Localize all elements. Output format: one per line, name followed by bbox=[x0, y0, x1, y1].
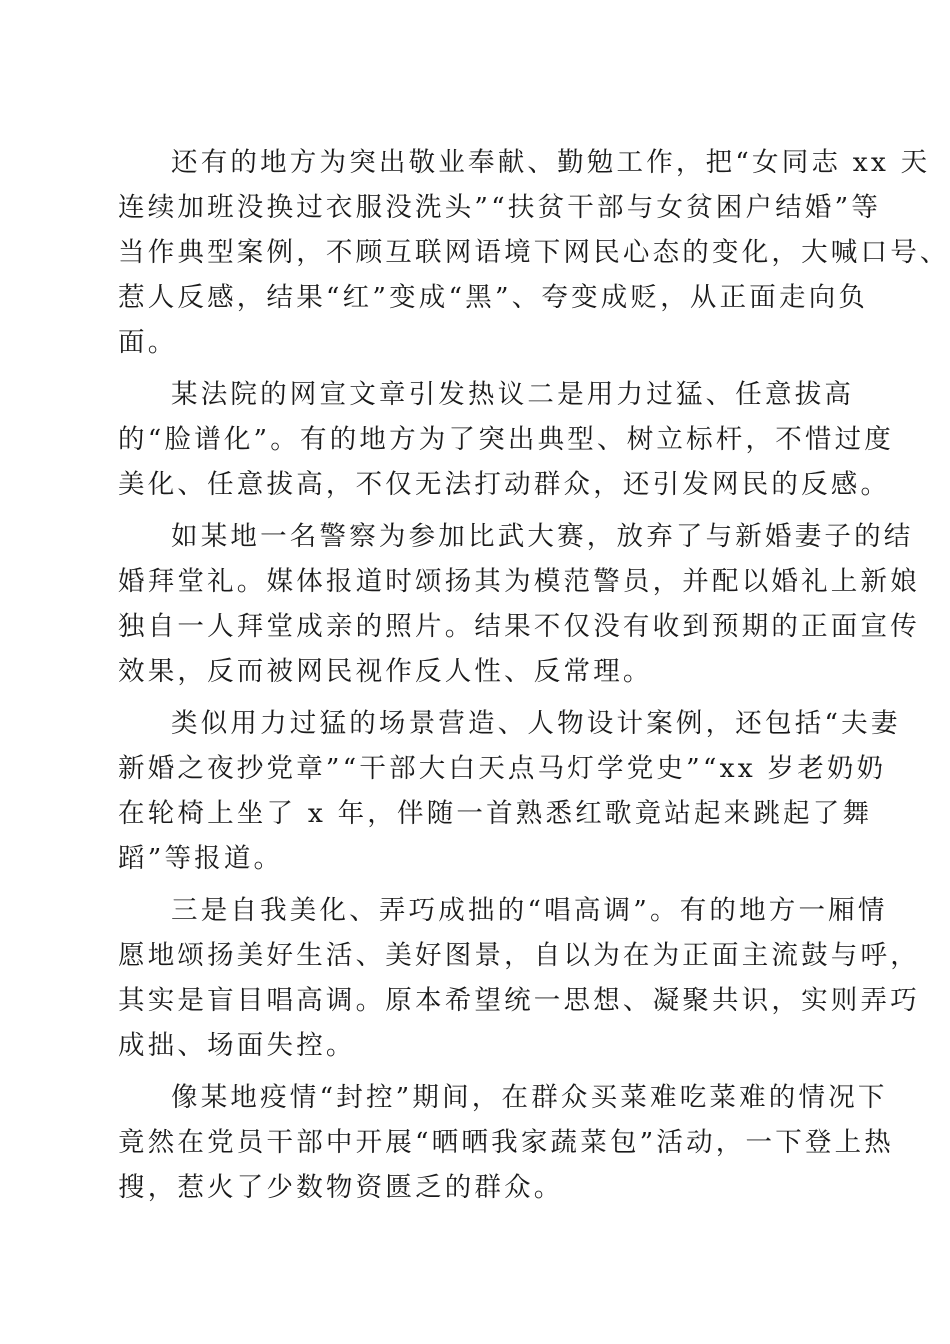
paragraph-line: 新婚之夜抄党章”“干部大白天点马灯学党史”“xx 岁老奶奶 bbox=[118, 753, 887, 784]
paragraph-line: 面。 bbox=[118, 327, 178, 358]
paragraph-1 bbox=[118, 140, 950, 365]
paragraph-4 bbox=[118, 701, 901, 881]
paragraph-line: 三是自我美化、弄巧成拙的“唱高调”。有的地方一厢情 bbox=[171, 895, 888, 926]
paragraph-line: 成拙、场面失控。 bbox=[118, 1030, 356, 1061]
paragraph-5 bbox=[118, 888, 920, 1068]
paragraph-2 bbox=[118, 372, 894, 507]
paragraph-line: 其实是盲目唱高调。原本希望统一思想、凝聚共识，实则弄巧 bbox=[118, 985, 920, 1016]
paragraph-line: 的“脸谱化”。有的地方为了突出典型、树立标杆，不惜过度 bbox=[118, 424, 894, 455]
paragraph-line: 如某地一名警察为参加比武大赛，放弃了与新婚妻子的结 bbox=[171, 521, 914, 552]
paragraph-line: 连续加班没换过衣服没洗头”“扶贫干部与女贫困户结婚”等 bbox=[118, 192, 882, 223]
paragraph-line: 当作典型案例，不顾互联网语境下网民心态的变化，大喊口号、 bbox=[118, 237, 950, 268]
paragraph-line: 某法院的网宣文章引发热议二是用力过猛、任意拔高 bbox=[171, 379, 855, 410]
paragraph-3 bbox=[118, 514, 920, 694]
paragraph-line: 婚拜堂礼。媒体报道时颂扬其为模范警员，并配以婚礼上新娘 bbox=[118, 566, 920, 597]
paragraph-line: 独自一人拜堂成亲的照片。结果不仅没有收到预期的正面宣传 bbox=[118, 611, 920, 642]
paragraph-line: 惹人反感，结果“红”变成“黑”、夸变成贬，从正面走向负 bbox=[118, 282, 869, 313]
paragraph-line: 还有的地方为突出敬业奉献、勤勉工作，把“女同志 xx 天 bbox=[171, 147, 931, 178]
paragraph-line: 在轮椅上坐了 x 年，伴随一首熟悉红歌竟站起来跳起了舞 bbox=[118, 798, 873, 829]
document-body bbox=[118, 140, 950, 1210]
paragraph-line: 美化、任意拔高，不仅无法打动群众，还引发网民的反感。 bbox=[118, 469, 891, 500]
paragraph-line: 愿地颂扬美好生活、美好图景，自以为在为正面主流鼓与呼， bbox=[118, 940, 920, 971]
paragraph-line: 类似用力过猛的场景营造、人物设计案例，还包括“夫妻 bbox=[171, 708, 901, 739]
paragraph-line: 竟然在党员干部中开展“晒晒我家蔬菜包”活动，一下登上热 bbox=[118, 1127, 894, 1158]
paragraph-line: 效果，反而被网民视作反人性、反常理。 bbox=[118, 656, 653, 687]
paragraph-line: 搜，惹火了少数物资匮乏的群众。 bbox=[118, 1172, 564, 1203]
paragraph-line: 蹈”等报道。 bbox=[118, 843, 284, 874]
paragraph-line: 像某地疫情“封控”期间，在群众买菜难吃菜难的情况下 bbox=[171, 1082, 888, 1113]
paragraph-6 bbox=[118, 1075, 894, 1210]
